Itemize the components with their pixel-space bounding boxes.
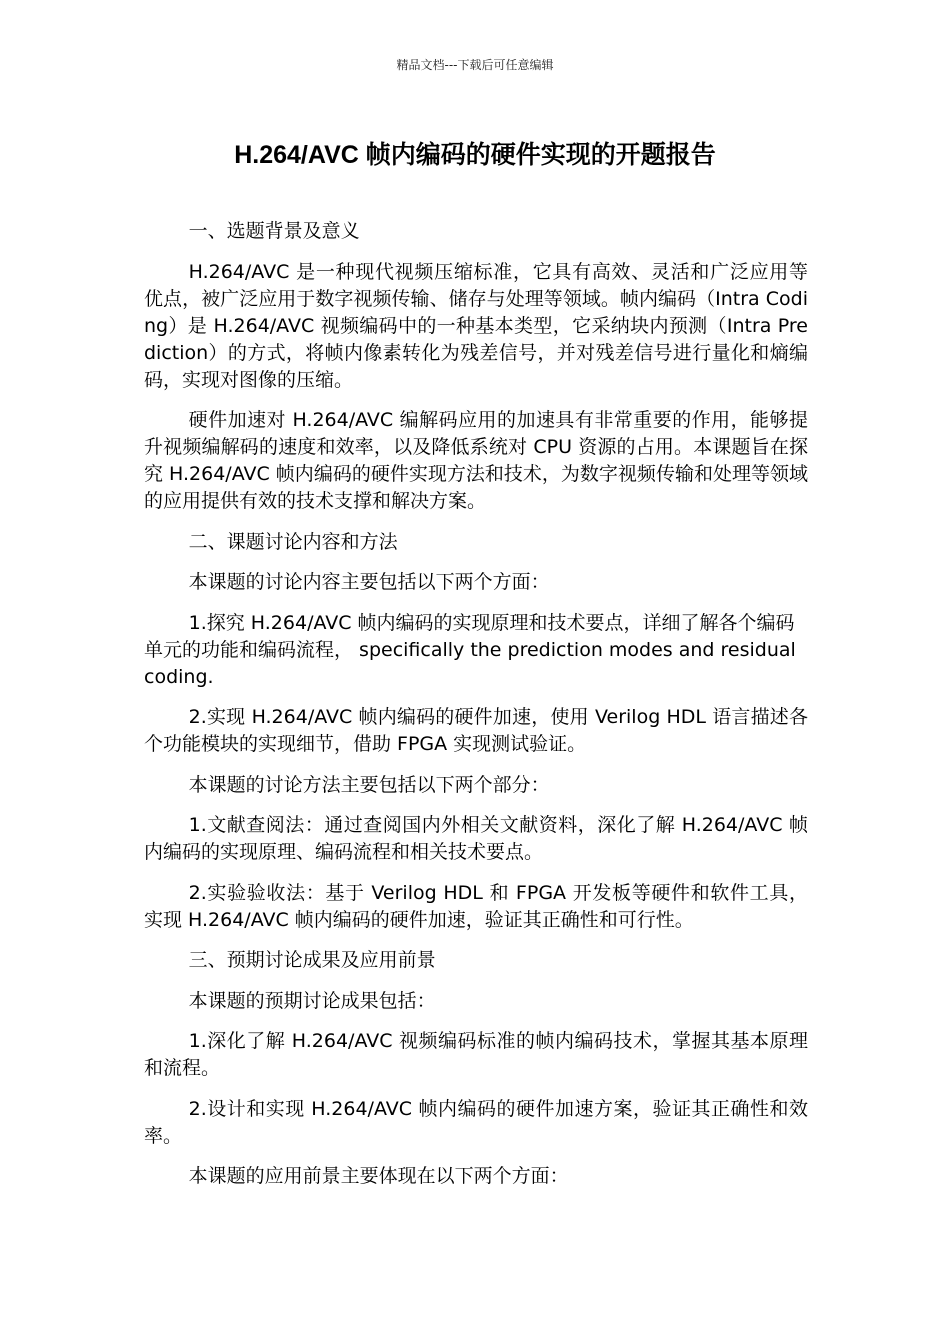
paragraph-h264-intro: H.264/AVC 是一种现代视频压缩标准，它具有高效、灵活和广泛应用等优点，被广泛应用于数字视频传输、储存与处理等领域。帧内编码（Intra Coding）是 H.264/AVC 视频编码中的一种基本类型，它采纳块内预测（Intra Prediction）的方式，将帧内像素转化为残差信号，并对残差信号进行量化和熵编码，实现对图像的压缩。 — [144, 260, 808, 391]
list-item-method-2: 2.实验验收法：基于 Verilog HDL 和 FPGA 开发板等硬件和软件工具，实现 H.264/AVC 帧内编码的硬件加速，验证其正确性和可行性。 — [144, 881, 808, 931]
list-item-content-1: 1.探究 H.264/AVC 帧内编码的实现原理和技术要点，详细了解各个编码单元的功能和编码流程， specifically the prediction modes and residual coding. — [144, 611, 796, 688]
paragraph-application-intro: 本课题的应用前景主要体现在以下两个方面： — [188, 1165, 569, 1187]
section-heading-content-methods: 二、课题讨论内容和方法 — [188, 530, 398, 553]
paragraph-content-intro: 本课题的讨论内容主要包括以下两个方面： — [188, 571, 550, 593]
paragraph-hardware-acceleration: 硬件加速对 H.264/AVC 编解码应用的加速具有非常重要的作用，能够提升视频编解码的速度和效率，以及降低系统对 CPU 资源的占用。本课题旨在探究 H.264/AVC 帧内编码的硬件实现方法和技术，为数字视频传输和处理等领域的应用提供有效的技术支撑和解决方案。 — [144, 409, 808, 512]
paragraph-methods-intro: 本课题的讨论方法主要包括以下两个部分： — [188, 773, 550, 796]
list-item-content-2: 2.实现 H.264/AVC 帧内编码的硬件加速，使用 Verilog HDL 语言描述各个功能模块的实现细节，借助 FPGA 实现测试验证。 — [144, 706, 808, 755]
document-body — [144, 218, 808, 1204]
document-title: H.264/AVC 帧内编码的硬件实现的开题报告 — [234, 141, 716, 169]
paragraph-results-intro: 本课题的预期讨论成果包括： — [188, 989, 436, 1012]
list-item-result-2: 2.设计和实现 H.264/AVC 帧内编码的硬件加速方案，验证其正确性和效率。 — [144, 1097, 808, 1147]
section-heading-expected-results: 三、预期讨论成果及应用前景 — [188, 949, 436, 971]
page-header-note: 精品文档---下载后可任意编辑 — [396, 58, 554, 72]
list-item-method-1: 1.文献查阅法：通过查阅国内外相关文献资料，深化了解 H.264/AVC 帧内编码的实现原理、编码流程和相关技术要点。 — [144, 814, 808, 863]
section-heading-background: 一、选题背景及意义 — [188, 220, 360, 242]
list-item-result-1: 1.深化了解 H.264/AVC 视频编码标准的帧内编码技术，掌握其基本原理和流程。 — [144, 1030, 808, 1079]
